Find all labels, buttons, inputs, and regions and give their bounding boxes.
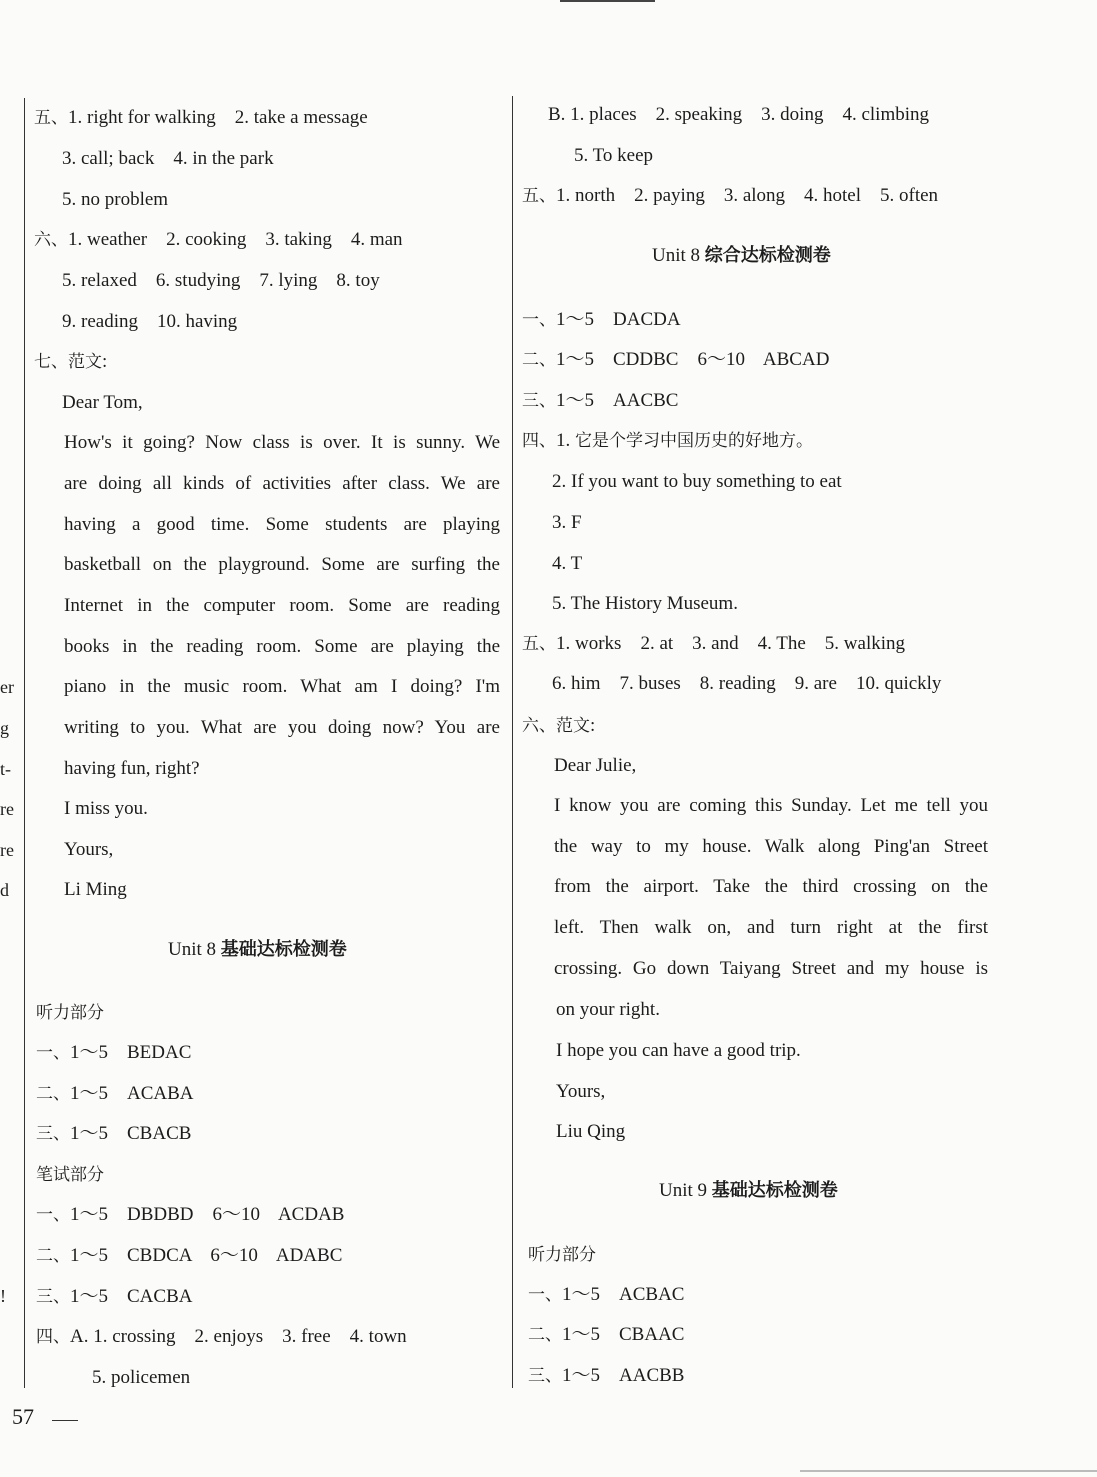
essay-line: writing to you. What are you doing now? You are (64, 717, 500, 738)
answer-line: Dear Tom, (62, 392, 143, 413)
essay-line: left. Then walk on, and turn right at the first (554, 917, 988, 938)
answer-line: 5. no problem (62, 189, 169, 210)
edge-fragment: ! (0, 1286, 6, 1306)
answer-line: 4. T (552, 553, 583, 574)
answer-line: 9. reading 10. having (62, 311, 238, 332)
answer-line: 一、1～5 DBDBD 6～10 ACDAB (36, 1204, 345, 1225)
edge-fragment: g (0, 718, 9, 738)
section-heading (659, 1181, 838, 1200)
left-margin-rule (24, 98, 25, 1388)
page-number-dash (52, 1420, 78, 1421)
essay-line: piano in the music room. What am I doing? I'm (64, 676, 500, 697)
heading-title: 基础达标检测卷 (711, 1180, 838, 1201)
essay-line: crossing. Go down Taiyang Street and my house is (554, 958, 988, 979)
essay-line: How's it going? Now class is over. It is sunny. We (64, 432, 500, 453)
bottom-edge-line (800, 1470, 1097, 1472)
edge-fragment: t- (0, 759, 11, 779)
answer-line: 2. If you want to buy something to eat (552, 471, 842, 492)
answer-line: 3. F (552, 512, 582, 533)
edge-fragment: re (0, 799, 14, 819)
answer-line: 5. relaxed 6. studying 7. lying 8. toy (62, 270, 380, 291)
heading-title: 基础达标检测卷 (220, 939, 347, 960)
edge-fragment: d (0, 880, 9, 900)
top-rule (560, 0, 655, 2)
column-divider (512, 96, 513, 1388)
essay-line: Yours, (556, 1081, 606, 1102)
answer-line: 5. policemen (92, 1367, 191, 1388)
essay-line: from the airport. Take the third crossing on the (554, 876, 988, 897)
answer-line: 六、1. weather 2. cooking 3. taking 4. man (34, 229, 403, 250)
answer-line: 听力部分 (36, 1003, 104, 1023)
answer-line: 二、1～5 CBAAC (528, 1324, 685, 1345)
essay-line: having fun, right? (64, 758, 200, 779)
section-heading (168, 940, 347, 959)
answer-line: 笔试部分 (36, 1165, 104, 1185)
answer-line: 5. The History Museum. (552, 593, 738, 614)
heading-unit: Unit 8 (652, 245, 705, 266)
answer-line: 二、1～5 CDDBC 6～10 ABCAD (522, 349, 830, 370)
answer-line: 二、1～5 ACABA (36, 1083, 194, 1104)
answer-line: 六、范文: (522, 715, 596, 736)
answer-line: 一、1～5 DACDA (522, 309, 681, 330)
answer-line: 三、1～5 AACBB (528, 1365, 685, 1386)
essay-line: Yours, (64, 839, 114, 860)
essay-line: books in the reading room. Some are playing the (64, 636, 500, 657)
answer-line: 6. him 7. buses 8. reading 9. are 10. quickly (552, 673, 942, 694)
answer-line: 四、1. 它是个学习中国历史的好地方。 (522, 430, 813, 451)
answer-line: 七、范文: (34, 351, 108, 372)
heading-unit: Unit 9 (659, 1180, 712, 1201)
essay-line: on your right. (556, 999, 660, 1020)
answer-line: Dear Julie, (554, 755, 637, 776)
answer-line: 三、1～5 AACBC (522, 390, 679, 411)
answer-line: 五、1. works 2. at 3. and 4. The 5. walking (522, 633, 905, 654)
section-heading (652, 246, 831, 265)
edge-fragment: er (0, 677, 14, 697)
answer-line: 四、A. 1. crossing 2. enjoys 3. free 4. town (36, 1326, 407, 1347)
answer-line: B. 1. places 2. speaking 3. doing 4. climbing (548, 104, 930, 125)
essay-line: are doing all kinds of activities after class. We are (64, 473, 500, 494)
page-number: 57 (12, 1404, 34, 1429)
essay-line: the way to my house. Walk along Ping'an Street (554, 836, 988, 857)
essay-line: having a good time. Some students are playing (64, 514, 500, 535)
answer-line: 五、1. north 2. paying 3. along 4. hotel 5. often (522, 185, 939, 206)
answer-line: 听力部分 (528, 1245, 596, 1265)
answer-line: 3. call; back 4. in the park (62, 148, 274, 169)
answer-line: 三、1～5 CBACB (36, 1123, 192, 1144)
answer-line: 5. To keep (574, 145, 654, 166)
essay-line: Internet in the computer room. Some are reading (64, 595, 500, 616)
answer-line: 五、1. right for walking 2. take a message (34, 107, 368, 128)
essay-line: Li Ming (64, 879, 127, 900)
answer-line: 三、1～5 CACBA (36, 1286, 193, 1307)
answer-line: 二、1～5 CBDCA 6～10 ADABC (36, 1245, 343, 1266)
essay-line: I hope you can have a good trip. (556, 1040, 801, 1061)
essay-line: I know you are coming this Sunday. Let me tell you (554, 795, 988, 816)
heading-unit: Unit 8 (168, 939, 221, 960)
edge-fragment: re (0, 840, 14, 860)
essay-line: basketball on the playground. Some are surfing the (64, 554, 500, 575)
answer-line: 一、1～5 BEDAC (36, 1042, 192, 1063)
heading-title: 综合达标检测卷 (704, 245, 831, 266)
essay-line: Liu Qing (556, 1121, 626, 1142)
essay-line: I miss you. (64, 798, 148, 819)
answer-line: 一、1～5 ACBAC (528, 1284, 685, 1305)
